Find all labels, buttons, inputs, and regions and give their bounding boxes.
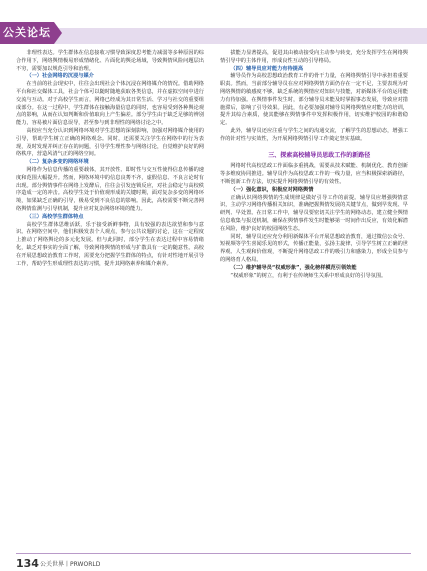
section-heading: （三）高校学生群体特点 (26, 213, 84, 220)
paragraph: 在当前的社会现实中，往往会出现社会个体沉浸在网络媒介的情况。借助网络平台和社交媒体工具，社会个体可以随时随地获取各类信息，并在虚拟空间中进行交流与互动。对于高校学生而言，网络已经成为其日常生活、学习与社交的重要组成部分。在这一过程中，学生群体在接触海量信息的同时，也容易受到各种舆论观点的影响，从而在认知判断和价值取向上产生偏差。部分学生由于缺乏足够的辨别能力，容易被片面信息误导，甚至参与到非理性的网络讨论之中。 (16, 81, 204, 127)
section-badge-arrow (54, 22, 62, 44)
paragraph: 正确认识网络舆情的生成规律是做好引导工作的前提。辅导员应增强舆情意识，主动学习网络传播相关知识，准确把握舆情发展的关键节点，做到早发现、早研判、早处置。在日常工作中，辅导员要密切关注学生的网络动态，建立健全舆情信息收集与报送机制，确保在舆情事件发生时能够第一时间作出反应，有效化解潜在风险，维护良好的校园网络生态。 (220, 194, 408, 232)
section-heading: 三、探索高校辅导员思政工作的新路径 (268, 151, 371, 159)
header-band (0, 28, 427, 44)
paragraph: 此外，辅导员还应注重与学生之间的沟通交流，了解学生的思想动态，增强工作的针对性与实效性，为开展网络舆情引导工作奠定坚实基础。 (220, 127, 408, 142)
paragraph: 辅导员作为高校思想政治教育工作的骨干力量，在网络舆情引导中承担着重要职责。然而，当前部分辅导员在应对网络舆情方面仍存在一定不足，主要表现为对网络舆情的敏感度不够，缺乏系统的舆情应对知识与技能，对新媒体平台的运用能力有待加强。在舆情事件发生时，部分辅导员未能及时掌握事态发展，导致应对措施滞后，影响了引导效果。因此，有必要加强对辅导员网络舆情应对能力的培训，提升其综合素质，使其能够在舆情事件中发挥积极作用，切实维护校园的和谐稳定。 (220, 73, 408, 127)
page-number: 134 (16, 557, 39, 570)
section-heading: （一）社会网络的沉浸与媒介 (26, 73, 94, 80)
paragraph: 高校学生群体思维活跃，乐于接受新鲜事物，具有较强的表达欲望和参与意识。在网络空间中，他们积极发表个人观点，参与公共议题的讨论，这在一定程度上推动了网络舆论的多元化发展。但与此同时，部分学生在表达过程中容易情绪化，缺乏对事实的全面了解，导致网络舆情的形成与扩散具有一定的随意性。高校在开展思想政治教育工作时，需要充分把握学生群体的特点，有针对性地开展引导工作，帮助学生形成理性表达的习惯，提升其网络素养和媒介素养。 (16, 221, 204, 267)
section-heading: （一）强化意识，积极应对网络舆情 (230, 186, 314, 193)
page-header (0, 0, 427, 44)
footer-rule (16, 553, 411, 554)
left-column (16, 50, 204, 268)
paragraph: 非理性表达。学生群体在信息接收习惯导致深度思考能力减弱等多种原因的综合作用下，网络舆情极易形成情绪化、片面化的舆论场域，导致舆情风险问题层出不穷，需要加以规范引导和治理。 (16, 50, 204, 72)
paragraph: 同时，辅导员还应充分利用新媒体平台开展思想政治教育，通过微信公众号、短视频等学生喜闻乐见的形式，传播正能量，弘扬主旋律，引导学生树立正确的世界观、人生观和价值观，不断提升网络思政工作的吸引力和感染力，形成全员参与的网络育人格局。 (220, 233, 408, 263)
paragraph: 网络作为信息传播的重要载体，其开放性、即时性与交互性使得信息传播的速度和范围大幅提升。然而，网络环境中的信息良莠不齐，虚假信息、不良言论时有出现。部分舆情事件在网络上发酵后，往往会引发连锁反应，对社会稳定与高校秩序造成一定的冲击。高校学生处于价值观形成的关键时期，面对复杂多变的网络环境，如果缺乏正确的引导，极易受到不良信息的影响。因此，高校需要不断完善网络舆情监测与引导机制，提升应对复杂网络环境的能力。 (16, 166, 204, 212)
section-badge: 公关论坛 (0, 22, 54, 44)
paragraph: 高校应当充分认识到网络环境对学生思想的深刻影响，加强对网络媒介使用的引导，帮助学生树立正确的网络观念。同时，还需要关注学生在网络中的行为表现，及时发现并纠正存在的问题，引导学生理性参与网络讨论，自觉维护良好的网络秩序，营造风清气正的网络空间。 (16, 127, 204, 158)
section-heading: （四）辅导员应对能力有待提高 (230, 65, 304, 72)
paragraph: 网络时代高校思政工作面临多重挑战，需要从技术赋能、机制优化、教育创新等多维度协同推进。辅导员作为高校思政工作的一线力量，应当积极探索新路径，不断创新工作方法，切实提升网络舆情引导的有效性。 (220, 163, 408, 185)
paragraph: 拔能力显著提高，促进其由被动接受向主动参与转变，充分发挥学生在网络舆情引导中的主体作用，形成良性互动的引导格局。 (220, 50, 408, 64)
publication-name: 公关世界丨PRWORLD (40, 561, 101, 568)
page-footer (0, 549, 427, 571)
section-heading: （二）复杂多变的网络环境 (26, 159, 89, 166)
paragraph: “权威形象”的树立，有利于在传统师生关系中形成良好的引导氛围。 (230, 272, 387, 279)
right-column (220, 50, 408, 280)
section-heading: （二）维护辅导员“权威形象”，强化榜样模范引领效能 (230, 264, 357, 271)
